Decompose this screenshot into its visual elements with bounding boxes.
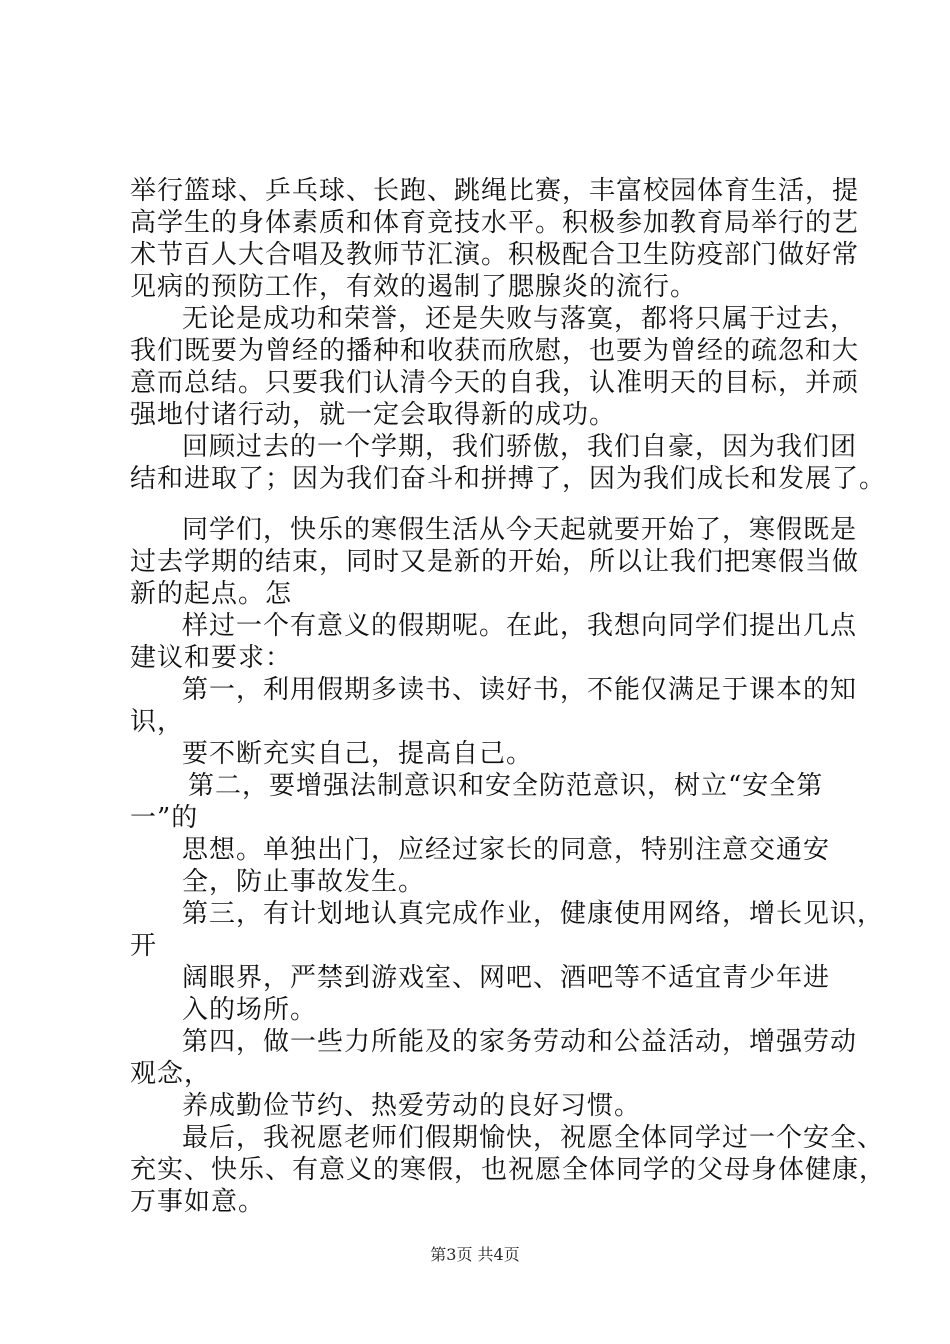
text-line: 建议和要求：: [130, 643, 293, 673]
text-line: 开: [130, 931, 158, 961]
text-line: 样过一个有意义的假期呢。在此，我想向同学们提出几点: [182, 611, 858, 641]
text-line: 万事如意。: [130, 1187, 266, 1217]
text-line: 要不断充实自己，提高自己。: [182, 739, 534, 769]
text-line: 第四，做一些力所能及的家务劳动和公益活动，增强劳动: [182, 1027, 858, 1057]
text-line: 高学生的身体素质和体育竞技水平。积极参加教育局举行的艺: [130, 208, 860, 238]
text-line: 回顾过去的一个学期，我们骄傲，我们自豪，因为我们团: [182, 432, 858, 462]
text-line: 见病的预防工作，有效的遏制了腮腺炎的流行。: [130, 272, 698, 302]
text-line: 充实、快乐、有意义的寒假，也祝愿全体同学的父母身体健康，: [130, 1155, 887, 1185]
text-line: 阔眼界，严禁到游戏室、网吧、酒吧等不适宜青少年进: [182, 963, 831, 993]
text-line: 同学们，快乐的寒假生活从今天起就要开始了，寒假既是: [182, 515, 858, 545]
text-line: 识，: [130, 707, 185, 737]
text-line: 结和进取了；因为我们奋斗和拼搏了，因为我们成长和发展了。: [130, 464, 887, 494]
text-line: 术节百人大合唱及教师节汇演。积极配合卫生防疫部门做好常: [130, 240, 860, 270]
text-line: 入的场所。: [182, 995, 318, 1025]
text-line: 一”的: [130, 803, 199, 833]
page-number: 第3页 共4页: [430, 1245, 520, 1264]
text-line: 第一，利用假期多读书、读好书，不能仅满足于课本的知: [182, 675, 858, 705]
text-line: 新的起点。怎: [130, 579, 293, 609]
text-line: 思想。单独出门，应经过家长的同意，特别注意交通安: [182, 835, 831, 865]
text-line: 无论是成功和荣誉，还是失败与落寞，都将只属于过去，: [182, 304, 858, 334]
text-line: 最后，我祝愿老师们假期愉快，祝愿全体同学过一个安全、: [182, 1123, 885, 1153]
text-line: 第三，有计划地认真完成作业，健康使用网络，增长见识，: [182, 899, 885, 929]
text-line: 观念，: [130, 1059, 212, 1089]
text-line: 过去学期的结束，同时又是新的开始，所以让我们把寒假当做: [130, 547, 860, 577]
text-line: 全，防止事故发生。: [182, 867, 426, 897]
text-line: 我们既要为曾经的播种和收获而欣慰，也要为曾经的疏忽和大: [130, 336, 860, 366]
text-line: 举行篮球、乒乓球、长跑、跳绳比赛，丰富校园体育生活，提: [130, 176, 860, 206]
text-line: 养成勤俭节约、热爱劳动的良好习惯。: [182, 1091, 642, 1121]
text-line: 第二，要增强法制意识和安全防范意识，树立“安全第: [188, 771, 824, 801]
text-line: 强地付诸行动，就一定会取得新的成功。: [130, 400, 617, 430]
text-line: 意而总结。只要我们认清今天的自我，认准明天的目标，并顽: [130, 368, 860, 398]
